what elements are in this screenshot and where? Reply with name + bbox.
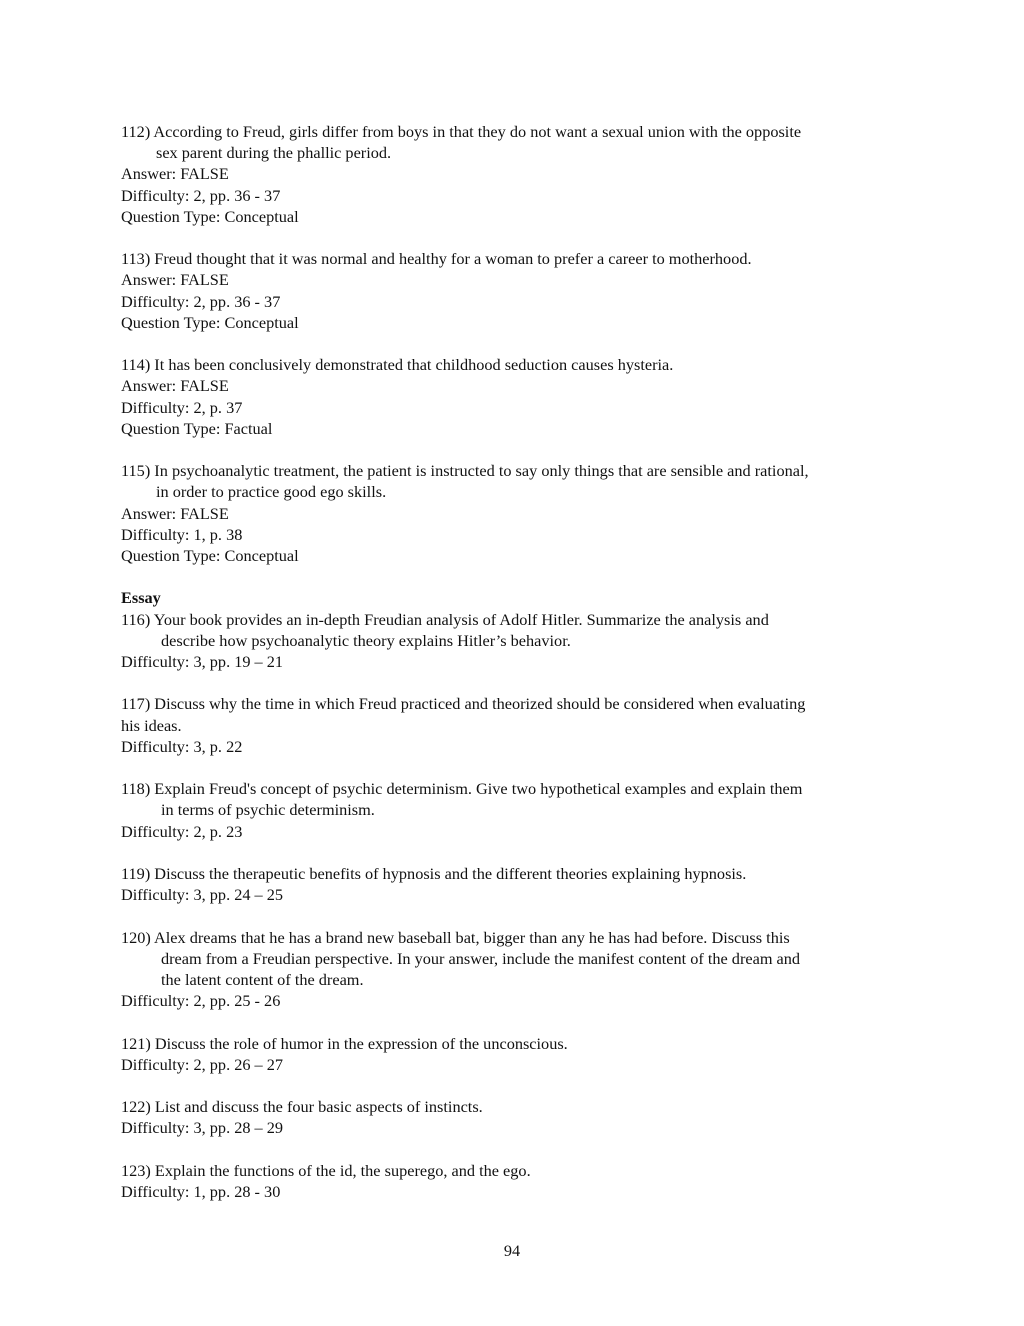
essay-122 xyxy=(121,1096,911,1138)
essay-119 xyxy=(121,863,911,905)
document-page xyxy=(121,121,911,1202)
difficulty: Difficulty: 2, p. 23 xyxy=(121,821,243,841)
difficulty: Difficulty: 2, pp. 26 – 27 xyxy=(121,1054,284,1074)
section-heading-essay: Essay xyxy=(121,588,161,608)
difficulty: Difficulty: 2, p. 37 xyxy=(121,397,243,417)
answer: Answer: FALSE xyxy=(121,376,229,396)
question-text-cont: sex parent during the phallic period. xyxy=(156,143,392,163)
question-text-cont: the latent content of the dream. xyxy=(161,970,364,989)
question-text-cont: in terms of psychic determinism. xyxy=(161,800,375,820)
essay-118 xyxy=(121,778,911,842)
question-text: 116) Your book provides an in-depth Freudian analysis of Adolf Hitler. Summarize the analysis and xyxy=(121,609,769,629)
essay-120 xyxy=(121,927,911,1012)
question-text: 120) Alex dreams that he has a brand new baseball bat, bigger than any he has had before. Discuss this xyxy=(121,927,790,947)
difficulty: Difficulty: 1, p. 38 xyxy=(121,524,243,544)
question-112 xyxy=(121,121,911,227)
question-text: 118) Explain Freud's concept of psychic determinism. Give two hypothetical examples and explain them xyxy=(121,779,803,799)
question-text-cont: describe how psychoanalytic theory explains Hitler’s behavior. xyxy=(161,630,571,650)
question-113 xyxy=(121,248,911,333)
essay-121 xyxy=(121,1033,911,1075)
question-text: 114) It has been conclusively demonstrated that childhood seduction causes hysteria. xyxy=(121,355,674,375)
difficulty: Difficulty: 1, pp. 28 - 30 xyxy=(121,1181,281,1201)
question-text: 113) Freud thought that it was normal and healthy for a woman to prefer a career to motherhood. xyxy=(121,249,752,269)
question-115 xyxy=(121,460,911,566)
question-text: 122) List and discuss the four basic aspects of instincts. xyxy=(121,1097,483,1117)
question-text: 123) Explain the functions of the id, the superego, and the ego. xyxy=(121,1160,531,1180)
question-text-cont: in order to practice good ego skills. xyxy=(156,482,387,502)
question-text: 121) Discuss the role of humor in the expression of the unconscious. xyxy=(121,1033,568,1053)
difficulty: Difficulty: 3, pp. 24 – 25 xyxy=(121,885,284,905)
difficulty: Difficulty: 2, pp. 25 - 26 xyxy=(121,991,281,1011)
question-type: Question Type: Factual xyxy=(121,418,273,438)
essay-117 xyxy=(121,693,911,757)
question-text: 117) Discuss why the time in which Freud practiced and theorized should be considered when evaluating xyxy=(121,694,806,714)
essay-123 xyxy=(121,1160,911,1202)
question-type: Question Type: Conceptual xyxy=(121,312,299,332)
essay-116 xyxy=(121,609,911,673)
question-type: Question Type: Conceptual xyxy=(121,206,299,226)
question-type: Question Type: Conceptual xyxy=(121,546,299,566)
difficulty: Difficulty: 3, pp. 28 – 29 xyxy=(121,1118,284,1138)
question-114 xyxy=(121,354,911,439)
question-text: 115) In psychoanalytic treatment, the patient is instructed to say only things that are sensible and rational, xyxy=(121,461,809,481)
answer: Answer: FALSE xyxy=(121,503,229,523)
question-text-cont: dream from a Freudian perspective. In your answer, include the manifest content of the dream and xyxy=(161,948,801,968)
question-text: 119) Discuss the therapeutic benefits of hypnosis and the different theories explaining hypnosis. xyxy=(121,864,747,883)
answer: Answer: FALSE xyxy=(121,164,229,184)
difficulty: Difficulty: 3, p. 22 xyxy=(121,736,243,756)
difficulty: Difficulty: 2, pp. 36 - 37 xyxy=(121,185,281,205)
answer: Answer: FALSE xyxy=(121,270,229,290)
difficulty: Difficulty: 2, pp. 36 - 37 xyxy=(121,291,281,311)
question-text-cont: his ideas. xyxy=(121,715,182,735)
question-text: 112) According to Freud, girls differ from boys in that they do not want a sexual union with the opposite xyxy=(121,122,802,141)
page-number: 94 xyxy=(503,1241,521,1260)
difficulty: Difficulty: 3, pp. 19 – 21 xyxy=(121,652,284,672)
